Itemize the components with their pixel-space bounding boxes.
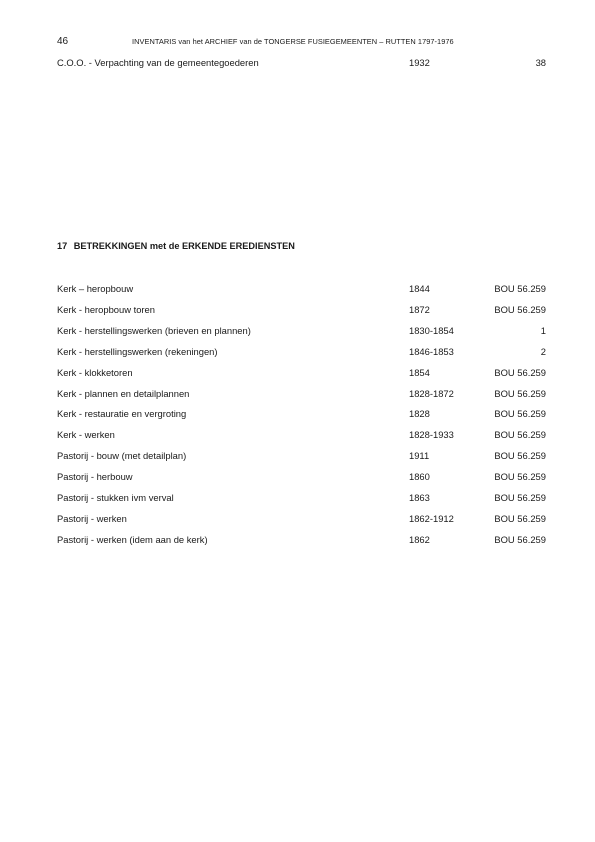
- row-year: 1846-1853: [409, 346, 454, 357]
- row-description: Pastorij - herbouw: [57, 471, 133, 482]
- section-number: 17: [57, 241, 68, 251]
- inventory-row: [57, 346, 546, 360]
- row-year: 1854: [409, 367, 430, 378]
- inventory-row: [57, 492, 546, 506]
- row-description: Kerk - herstellingswerken (rekeningen): [57, 346, 218, 357]
- row-description: Kerk - heropbouw toren: [57, 304, 155, 315]
- row-year: 1844: [409, 283, 430, 294]
- row-reference: 38: [535, 57, 546, 68]
- inventory-row: [57, 325, 546, 339]
- row-reference: BOU 56.259: [494, 450, 546, 461]
- row-year: 1828-1872: [409, 388, 454, 399]
- row-description: Pastorij - werken (idem aan de kerk): [57, 534, 208, 545]
- row-reference: BOU 56.259: [494, 534, 546, 545]
- inventory-row: [57, 450, 546, 464]
- inventory-row: [57, 283, 546, 297]
- row-description: Kerk - herstellingswerken (brieven en plannen): [57, 325, 251, 336]
- inventory-row: [57, 534, 546, 548]
- inventory-row: [57, 408, 546, 422]
- row-reference: BOU 56.259: [494, 367, 546, 378]
- section-heading: [57, 241, 295, 251]
- row-year: 1932: [409, 57, 430, 68]
- inventory-row: [57, 57, 546, 71]
- row-reference: BOU 56.259: [494, 492, 546, 503]
- section-title: BETREKKINGEN met de ERKENDE EREDIENSTEN: [73, 241, 295, 251]
- inventory-row: [57, 429, 546, 443]
- row-description: Pastorij - bouw (met detailplan): [57, 450, 187, 461]
- row-year: 1862: [409, 534, 430, 545]
- row-year: 1911: [409, 450, 430, 461]
- row-year: 1862-1912: [409, 513, 454, 524]
- row-year: 1830-1854: [409, 325, 454, 336]
- row-reference: BOU 56.259: [494, 283, 546, 294]
- row-reference: BOU 56.259: [494, 408, 546, 419]
- row-year: 1872: [409, 304, 430, 315]
- row-year: 1860: [409, 471, 430, 482]
- inventory-row: [57, 388, 546, 402]
- row-description: Kerk – heropbouw: [57, 283, 134, 294]
- inventory-row: [57, 367, 546, 381]
- inventory-row: [57, 513, 546, 527]
- row-description: Kerk - restauratie en vergroting: [57, 408, 187, 419]
- row-reference: BOU 56.259: [494, 388, 546, 399]
- row-description: Kerk - plannen en detailplannen: [57, 388, 190, 399]
- row-description: Kerk - werken: [57, 429, 115, 440]
- row-reference: BOU 56.259: [494, 429, 546, 440]
- row-description: Pastorij - werken: [57, 513, 127, 524]
- inventory-row: [57, 471, 546, 485]
- row-reference: BOU 56.259: [494, 304, 546, 315]
- row-description: Pastorij - stukken ivm verval: [57, 492, 174, 503]
- page-number: 46: [57, 36, 69, 47]
- row-description: C.O.O. - Verpachting van de gemeentegoederen: [57, 57, 259, 68]
- inventory-row: [57, 304, 546, 318]
- row-reference: 1: [540, 325, 546, 336]
- row-reference: BOU 56.259: [494, 513, 546, 524]
- row-description: Kerk - klokketoren: [57, 367, 133, 378]
- row-year: 1828: [409, 408, 430, 419]
- row-year: 1863: [409, 492, 430, 503]
- row-reference: 2: [540, 346, 546, 357]
- row-reference: BOU 56.259: [494, 471, 546, 482]
- running-header: INVENTARIS van het ARCHIEF van de TONGERSE FUSIEGEMEENTEN – RUTTEN 1797-1976: [132, 37, 454, 46]
- row-year: 1828-1933: [409, 429, 454, 440]
